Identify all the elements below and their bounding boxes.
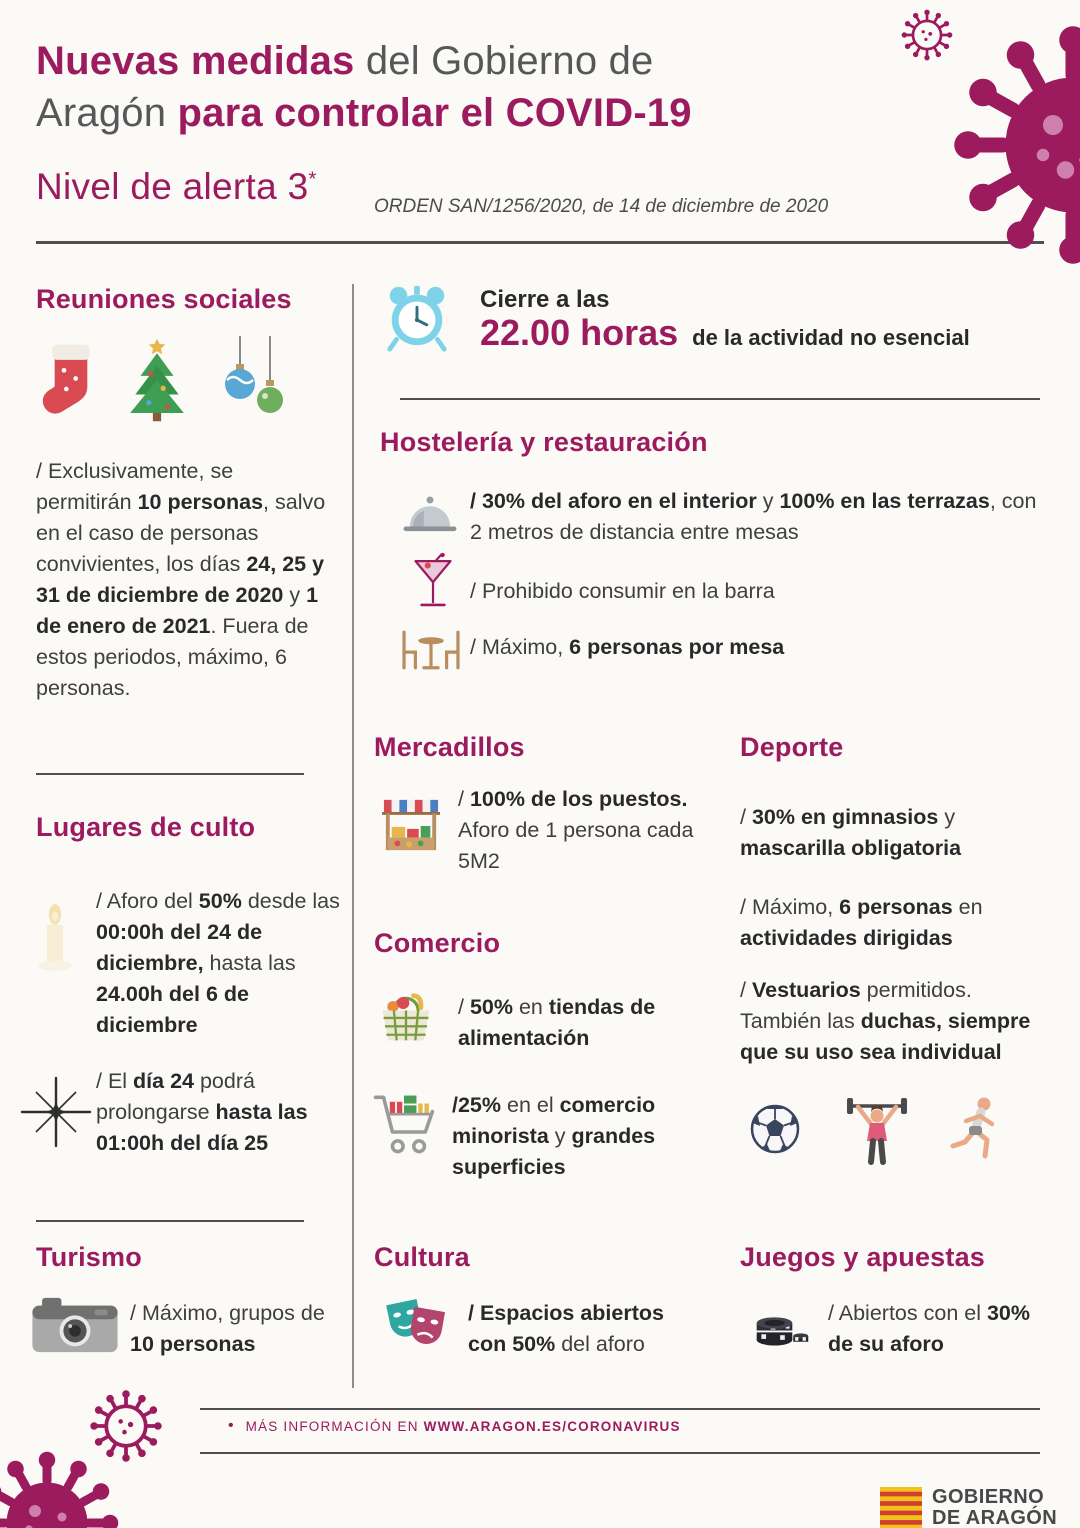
- comercio-item-text: / 50% en tiendas de alimentación: [458, 995, 656, 1050]
- soccer-ball-icon: [748, 1102, 802, 1156]
- star-sparkle-icon: [20, 1076, 92, 1148]
- theater-masks-icon: [382, 1294, 452, 1356]
- cultura-item-text: / Espacios abiertos con 50% del aforo: [468, 1301, 664, 1356]
- order-reference: ORDEN SAN/1256/2020, de 14 de diciembre de 2020: [374, 196, 829, 217]
- cocktail-icon: [412, 550, 454, 616]
- deporte-item-text: / 30% en gimnasios y mascarilla obligatoria: [740, 805, 962, 860]
- alert-level: Nivel de alerta 3*: [36, 166, 317, 207]
- footer-info: [228, 1417, 681, 1435]
- hosteleria-item-text: / Prohibido consumir en la barra: [470, 579, 775, 603]
- culto-item-text: / Aforo del 50% desde las 00:00h del 24 de diciembre, hasta las 24.00h del 6 de diciembre: [96, 889, 340, 1037]
- camera-icon: [30, 1296, 120, 1356]
- market-stall-icon: [382, 792, 440, 858]
- turismo-item-text: / Máximo, grupos de 10 personas: [130, 1301, 325, 1356]
- shopping-cart-icon: [372, 1086, 436, 1162]
- title-accent-1: Nuevas medidas: [36, 39, 355, 83]
- divider: [36, 1220, 304, 1222]
- deporte-item-text: / Vestuarios permitidos. También las duchas, siempre que su uso sea individual: [740, 978, 1031, 1064]
- cierre-row: [480, 312, 970, 354]
- comercio-item-text: /25% en el comercio minorista y grandes superficies: [452, 1093, 656, 1179]
- juegos-item-text: / Abiertos con el 30% de su aforo: [828, 1301, 1030, 1356]
- government-logo-text: [932, 1487, 1057, 1528]
- title-rest-2: Aragón: [36, 91, 178, 135]
- footer-divider: [200, 1408, 1040, 1410]
- bullet: •: [228, 1417, 234, 1434]
- title-rest-1: del Gobierno de: [354, 39, 654, 83]
- aragon-flag-icon: [880, 1487, 922, 1528]
- hosteleria-item-text: / Máximo, 6 personas por mesa: [470, 635, 785, 659]
- section-title-juegos: Juegos y apuestas: [740, 1242, 986, 1272]
- culto-item-text: / El día 24 podrá prolongarse hasta las 01:00h del día 25: [96, 1069, 308, 1155]
- cierre-time: 22.00 horas: [480, 312, 679, 353]
- hosteleria-item-text: / 30% del aforo en el interior y 100% en las terrazas, con 2 metros de distancia entre mesas: [470, 489, 1037, 544]
- section-title-culto: Lugares de culto: [36, 812, 256, 842]
- food-basket-icon: [378, 988, 434, 1046]
- title-accent-2: para controlar el COVID-19: [177, 91, 692, 135]
- runner-icon: [946, 1094, 1006, 1166]
- alert-asterisk: *: [308, 168, 317, 191]
- cierre-lead: Cierre a las: [480, 286, 610, 313]
- baubles-icon: [218, 334, 290, 426]
- weightlifter-icon: [844, 1094, 910, 1166]
- page-title-line-1: [36, 36, 653, 86]
- more-info-text: MÁS INFORMACIÓN EN WWW.ARAGON.ES/CORONAVIRUS: [245, 1418, 681, 1434]
- christmas-tree-icon: [124, 334, 190, 426]
- divider: [400, 398, 1040, 400]
- virus-icon: [0, 1448, 122, 1528]
- mercadillos-item-text: / 100% de los puestos. Aforo de 1 persona cada 5M2: [458, 787, 694, 873]
- header-divider: [36, 241, 1044, 244]
- virus-icon: [948, 20, 1080, 270]
- deporte-item-text: / Máximo, 6 personas en actividades dirigidas: [740, 895, 983, 950]
- column-divider: [352, 284, 354, 1388]
- section-title-comercio: Comercio: [374, 928, 501, 958]
- candle-icon: [26, 900, 84, 974]
- section-title-hosteleria: Hostelería y restauración: [380, 427, 708, 457]
- page-title-line-2: [36, 88, 692, 138]
- footer-divider: [200, 1452, 1040, 1454]
- section-title-reuniones: Reuniones sociales: [36, 284, 292, 314]
- section-title-cultura: Cultura: [374, 1242, 470, 1272]
- section-title-deporte: Deporte: [740, 732, 844, 762]
- christmas-stocking-icon: [40, 340, 102, 424]
- gov-line-1: GOBIERNO: [932, 1486, 1045, 1508]
- table-chairs-icon: [398, 628, 464, 672]
- cierre-tail: de la actividad no esencial: [692, 325, 970, 350]
- alarm-clock-icon: [382, 282, 452, 354]
- reuniones-text: / Exclusivamente, se permitirán 10 personas, salvo en el caso de personas convivientes, los días 24, 25 y 31 de diciembre de 2020 y 1 de enero de 2021. Fuera de estos periodos, máximo, 6 personas.: [36, 459, 326, 700]
- poker-chips-icon: [752, 1294, 812, 1352]
- section-title-turismo: Turismo: [36, 1242, 142, 1272]
- gov-line-2: DE ARAGÓN: [932, 1507, 1058, 1528]
- divider: [36, 773, 304, 775]
- virus-icon: [900, 8, 954, 62]
- cloche-icon: [402, 492, 458, 536]
- section-title-mercadillos: Mercadillos: [374, 732, 525, 762]
